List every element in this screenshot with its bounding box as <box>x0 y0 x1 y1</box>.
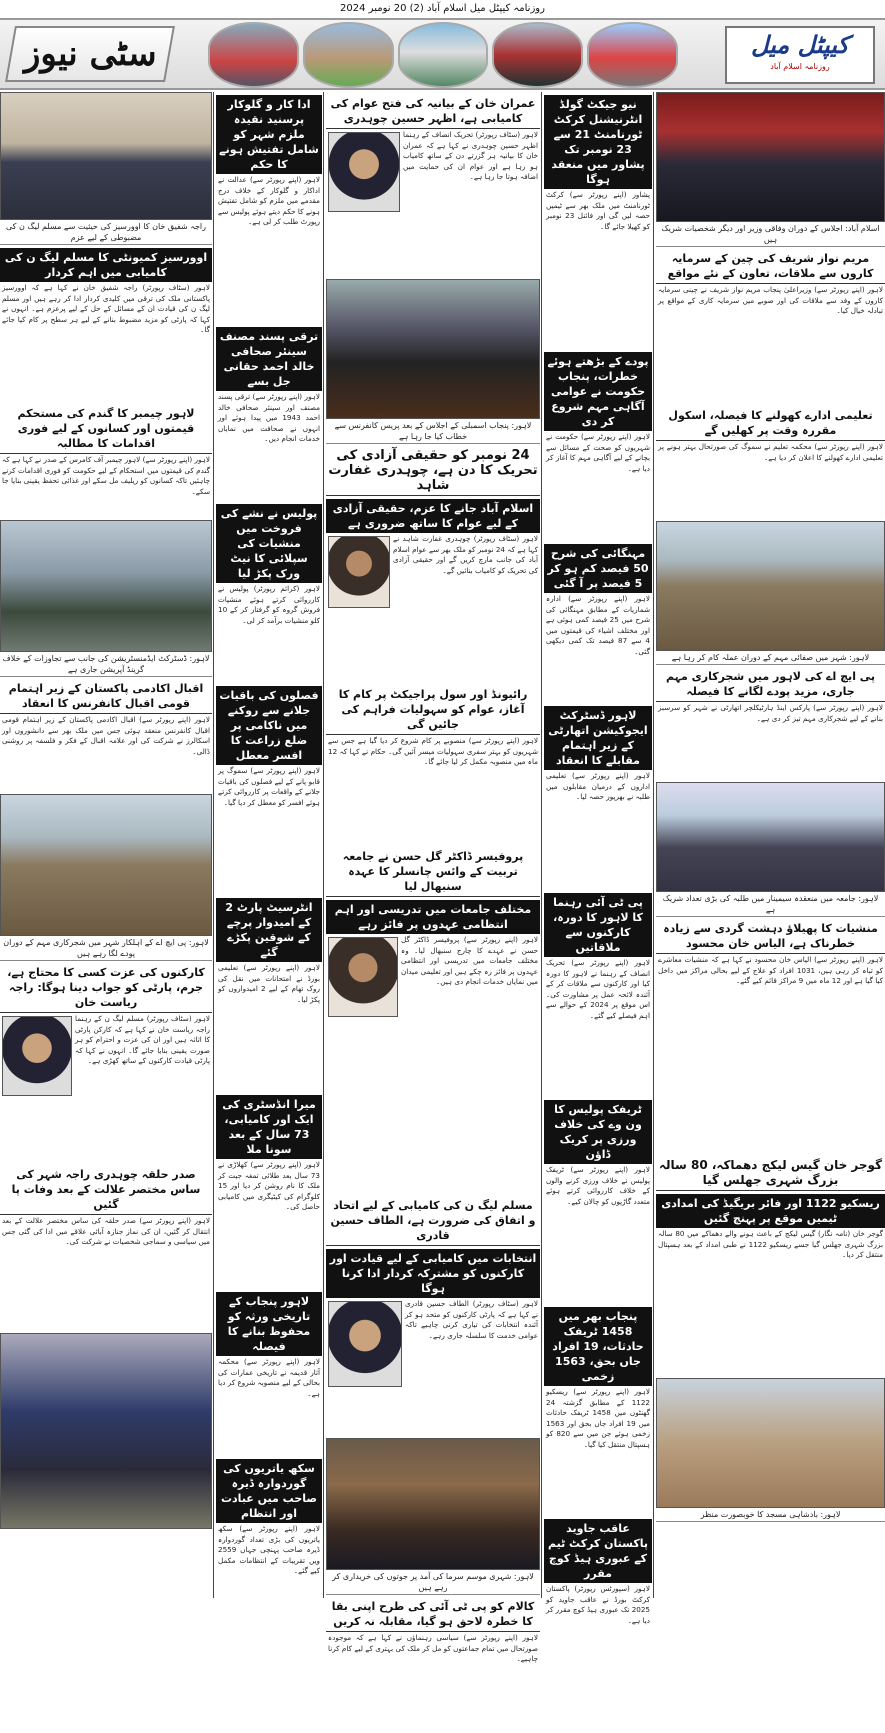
brand-logo <box>725 26 875 84</box>
headline: اقبال اکادمی پاکستان کے زیر اہتمام قومی اقبال کانفرنس کا انعقاد <box>0 679 212 714</box>
headline: پنجاب بھر میں 1458 ٹریفک حادثات، 19 افراد جاں بحق، 1563 زخمی <box>544 1307 652 1386</box>
column-5 <box>656 92 885 1598</box>
article-body: لاہور (اپنے رپورٹر سے) ریسکیو 1122 کے مطابق گزشتہ 24 گھنٹوں میں 1458 ٹریفک حادثات میں 19 افراد جاں بحق اور 1563 زخمی ہوئے جن میں سے 820 کو ہسپتال منتقل کیا گیا۔ <box>546 1387 650 1449</box>
news-photo <box>656 782 885 892</box>
headline: عمران خان کے بیانیہ کی فتح عوام کی کامیابی ہے، اظہر حسین چوہدری <box>326 94 540 129</box>
article-text: لاہور (سٹاف رپورٹر) مسلم لیگ ن کے رہنما راجہ ریاست خان نے کہا ہے کہ کارکن پارٹی کا اثاثہ ہیں اور ان کی عزت و احترام کو ہر صورت یقینی بنایا جائے گا۔ انہوں نے کہا کہ پارٹی قیادت کارکنوں کے ساتھ کھڑی ہے۔ <box>75 1014 210 1065</box>
article-body: لاہور (اپنے رپورٹر سے) اقبال اکادمی پاکستان کے زیر اہتمام قومی اقبال کانفرنس منعقد ہوئی جس میں ملک بھر سے دانشوروں اور اسکالرز نے شرکت کی اور علامہ اقبال کے فکر و فلسفہ پر روشنی ڈالی۔ <box>2 715 210 756</box>
headline: پی ٹی آئی رہنما کا لاہور کا دورہ، کارکنوں سے ملاقاتیں <box>544 893 652 957</box>
headline: نیو جیکٹ گولڈ انٹرنیشنل کرکٹ ٹورنامنٹ 21 سے 23 نومبر تک پشاور میں منعقد ہوگا <box>544 95 652 189</box>
masthead-thumb <box>398 22 489 88</box>
headline: لاہور ڈسٹرکٹ ایجوکیشن اتھارٹی کے زیر اہتمام مقابلے کا انعقاد <box>544 706 652 770</box>
article-body <box>326 533 540 683</box>
article-body: لاہور (اپنے رپورٹر سے) صدر حلقہ کی ساس مختصر علالت کے بعد انتقال کر گئیں، ان کی نماز جنازہ آبائی علاقے میں ادا کی گئی جس میں سیاسی و سماجی شخصیات نے شرکت کی۔ <box>2 1216 210 1246</box>
headline: سکھ یاتریوں کی گوردوارہ ڈیرہ صاحب میں عبادت اور انتظام <box>216 1459 322 1523</box>
headline: لاہور پنجاب کے تاریخی ورثہ کو محفوظ بنانے کا فیصلہ <box>216 1292 322 1356</box>
headline: انٹرسیٹ پارٹ 2 کے امیدوار پرچے کے شوقین پکڑے گئے <box>216 898 322 962</box>
headline: پی ایچ اے کی لاہور میں شجرکاری مہم جاری، مزید پودے لگانے کا فیصلہ <box>656 667 885 702</box>
headline: رائیونڈ اور سول پراجیکٹ پر کام کا آغاز، عوام کو سہولیات فراہم کی جائیں گی <box>326 685 540 735</box>
article-body: لاہور (اپنے رپورٹر سے) محکمہ تعلیم نے سموگ کی صورتحال بہتر ہونے پر تعلیمی ادارے کھولنے کا اعلان کر دیا ہے۔ <box>658 442 883 462</box>
article-text: لاہور (اپنے رپورٹر سے) پروفیسر ڈاکٹر گل حسن نے عہدے کا چارج سنبھال لیا۔ وہ مختلف جامعات میں تدریسی اور انتظامی عہدوں پر فائز رہ چکے ہیں اور تعلیمی میدان میں نمایاں خدمات انجام دی ہیں۔ <box>401 935 538 986</box>
sub-headline: مختلف جامعات میں تدریسی اور اہم انتظامی عہدوں پر فائز رہے <box>326 900 540 934</box>
photo-caption: لاہور: شہری موسم سرما کی آمد پر جوتوں کی خریداری کر رہے ہیں <box>326 1570 540 1595</box>
article-body: لاہور (اپنے رپورٹر سے) تعلیمی اداروں کے درمیان مقابلوں میں طلبہ نے بھرپور حصہ لیا۔ <box>546 771 650 801</box>
photo-caption: لاہور: پی ایچ اے کے اہلکار شہر میں شجرکاری مہم کے دوران پودے لگا رہے ہیں <box>0 936 212 961</box>
sub-headline: ریسکیو 1122 اور فائر بریگیڈ کی امدادی ٹیمیں موقع پر پہنچ گئیں <box>656 1194 885 1228</box>
headline: فصلوں کی باقیات جلانے سے روکنے میں ناکامی پر ضلع زراعت کا افسر معطل <box>216 686 322 765</box>
article-text: لاہور (سٹاف رپورٹر) چوہدری غفارت شاہد نے کہا ہے کہ 24 نومبر کو ملک بھر سے عوام اسلام آباد کی جانب مارچ کریں گے اور حقیقی آزادی کی تحریک کو کامیاب بنائیں گے۔ <box>393 534 539 575</box>
article-body: لاہور (اپنے رپورٹر سے) ادارہ شماریات کے مطابق مہنگائی کی شرح میں 25 فیصد کمی ہوئی ہے اور مختلف اشیاء کی قیمتوں میں 4 سے 87 فیصد تک کمی دیکھی گئی۔ <box>546 594 650 656</box>
photo-caption: اسلام آباد: اجلاس کے دوران وفاقی وزیر اور دیگر شخصیات شریک ہیں <box>656 222 885 247</box>
photo-caption: لاہور: ڈسٹرکٹ ایڈمنسٹریشن کی جانب سے تجاوزات کے خلاف گرینڈ آپریشن جاری ہے <box>0 652 212 677</box>
article-body <box>326 129 540 279</box>
sub-headline: انتخابات میں کامیابی کے لیے قیادت اور کارکنوں کو مشترکہ کردار ادا کرنا ہوگا <box>326 1249 540 1298</box>
news-photo <box>0 92 212 220</box>
photo-caption: لاہور: جامعہ میں منعقدہ سیمینار میں طلبہ کی بڑی تعداد شریک ہے <box>656 892 885 917</box>
article-text: لاہور (سٹاف رپورٹر) الطاف حسین قادری نے کہا ہے کہ پارٹی کارکنوں کو متحد ہو کر آئندہ انتخابات کی تیاری کرنی چاہیے تاکہ عوامی خدمت کا سلسلہ جاری رہے۔ <box>405 1299 538 1340</box>
article-body: لاہور (اپنے رپورٹر سے) الیاس خان محسود نے کہا ہے کہ منشیات معاشرے کو تباہ کر رہی ہیں، 1031 افراد کو علاج کے لیے بحالی مراکز میں داخل کیا گیا ہے اور 12 ماہ میں 9 مراکز قائم کیے گئے۔ <box>658 955 883 985</box>
brand-subtitle: روزنامہ اسلام آباد <box>770 62 830 71</box>
article-body: لاہور (اپنے رپورٹر سے) حکومت نے شہریوں کو صحت کے مسائل سے بچانے کے لیے آگاہی مہم کا آغاز کر دیا ہے۔ <box>546 432 650 473</box>
headline: مہنگائی کی شرح 50 فیصد کم ہو کر 5 فیصد پر آ گئی <box>544 544 652 593</box>
column-2 <box>216 92 322 1598</box>
masthead <box>0 18 885 90</box>
article-body: لاہور (اپنے رپورٹر سے) وزیراعلیٰ پنجاب مریم نواز شریف نے چینی سرمایہ کاروں کے وفد سے ملاقات کی اور صوبے میں سرمایہ کاری کے مواقع پر تبادلہ خیال کیا۔ <box>658 285 883 315</box>
article-body: لاہور (اپنے رپورٹر سے) پارکس اینڈ ہارٹیکلچر اتھارٹی نے شہر کو سرسبز بنانے کے لیے شجرکاری مہم تیز کر دی ہے۔ <box>658 703 883 723</box>
news-photo <box>656 521 885 651</box>
headline: میرا انڈسٹری کی ایک اور کامیابی، 73 سال کے بعد سونا ملا <box>216 1095 322 1159</box>
headline: پروفیسر ڈاکٹر گل حسن نے جامعہ تربیت کے وائس چانسلر کا عہدہ سنبھال لیا <box>326 847 540 897</box>
headline: پودے کے بڑھتے ہوئے خطرات، پنجاب حکومت نے عوامی آگاہی مہم شروع کر دی <box>544 352 652 431</box>
brand-name: کیپٹل میل <box>751 30 849 59</box>
column-1 <box>0 92 212 1598</box>
article-body: لاہور (سپورٹس رپورٹر) پاکستان کرکٹ بورڈ نے عاقب جاوید کو 2025 تک عبوری ہیڈ کوچ مقرر کر دیا ہے۔ <box>546 1584 650 1625</box>
masthead-thumb <box>303 22 394 88</box>
article-body: لاہور (سٹاف رپورٹر) راجہ شفیق خان نے کہا ہے کہ اوورسیز پاکستانی ملک کی ترقی میں کلیدی کردار ادا کر رہے ہیں اور مسلم لیگ ن کی قیادت ان کے مسائل کے حل کے لیے پرعزم ہے۔ انہوں نے کہا کہ پارٹی کو مزید مضبوط بنانے کے لیے ہر سطح پر کام کیا جائے گا۔ <box>2 283 210 334</box>
article-body <box>0 1013 212 1163</box>
news-photo <box>0 1333 212 1529</box>
dateline: روزنامہ کیپٹل میل اسلام آباد (2) 20 نومبر 2024 <box>340 3 545 14</box>
article-body: لاہور (اپنے رپورٹر سے) کھلاڑی نے 73 سال بعد طلائی تمغہ جیت کر ملک کا نام روشن کر دیا اور 15 کلوگرام کی کیٹیگری میں کامیابی حاصل کی۔ <box>218 1160 320 1211</box>
headline: گوجر خان گیس لیکج دھماکہ، 80 سالہ بزرگ شہری جھلس گیا <box>656 1156 885 1191</box>
headline: ترقی پسند مصنف سینئر صحافی خالد احمد حقانی جل بسے <box>216 327 322 391</box>
sub-headline: اسلام آباد جانے کا عزم، حقیقی آزادی کے لیے عوام کا ساتھ ضروری ہے <box>326 499 540 533</box>
news-photo <box>656 1378 885 1508</box>
article-body: پشاور (اپنے رپورٹر سے) کرکٹ ٹورنامنٹ میں ملک بھر سے ٹیمیں حصہ لیں گی اور فائنل 23 نومبر کو کھیلا جائے گا۔ <box>546 190 650 231</box>
headline: پولیس نے نشے کی فروخت میں منشیات کی سپلائی کا نیٹ ورک پکڑ لیا <box>216 504 322 583</box>
headline: تعلیمی ادارے کھولنے کا فیصلہ، اسکول مقررہ وقت پر کھلیں گے <box>656 406 885 441</box>
headline: ٹریفک پولیس کا ون وے کی خلاف ورزی پر کریک ڈاؤن <box>544 1100 652 1164</box>
article-body: لاہور (اپنے رپورٹر سے) منصوبے پر کام شروع کر دیا گیا ہے جس سے شہریوں کو بہتر سفری سہولیات میسر آئیں گی۔ حکام نے کہا کہ 12 ماہ میں منصوبہ مکمل کر لیا جائے گا۔ <box>328 736 538 766</box>
article-body: لاہور (اپنے رپورٹر سے) تحریک انصاف کے رہنما نے لاہور کا دورہ کیا اور کارکنوں سے ملاقات کر کے آئندہ لائحہ عمل پر مشاورت کی۔ اس موقع پر 2024 کے حوالے سے اہم فیصلے کیے گئے۔ <box>546 958 650 1020</box>
article-body: لاہور (کرائم رپورٹر) پولیس نے کارروائی کرتے ہوئے منشیات فروش گروہ کو گرفتار کر کے 10 کلو منشیات برآمد کر لی۔ <box>218 584 320 625</box>
news-photo <box>656 92 885 222</box>
section-title-banner <box>5 26 175 82</box>
masthead-thumb <box>208 22 299 88</box>
photo-caption: لاہور: پنجاب اسمبلی کے اجلاس کے بعد پریس کانفرنس سے خطاب کیا جا رہا ہے <box>326 419 540 444</box>
article-body: لاہور (اپنے رپورٹر سے) محکمہ آثار قدیمہ نے تاریخی عمارات کی بحالی کے لیے منصوبہ شروع کر دیا ہے۔ <box>218 1357 320 1398</box>
article-body: لاہور (اپنے رپورٹر سے) تعلیمی بورڈ نے امتحانات میں نقل کی روک تھام کے لیے 2 امیدواروں کو پکڑ لیا۔ <box>218 963 321 1004</box>
article-text: لاہور (سٹاف رپورٹر) تحریک انصاف کے رہنما اظہر حسین چوہدری نے کہا ہے کہ عمران خان کا بیانیہ ہر گزرتے دن کے ساتھ کامیاب ہو رہا ہے اور عوام ان کی حمایت میں اضافہ ہوتا جا رہا ہے۔ <box>403 130 538 181</box>
headline: کارکنوں کی عزت کسی کا محتاج ہے، جرم، پارٹی کو جواب دینا ہوگا: راجہ ریاست خان <box>0 963 212 1013</box>
headline: اوورسیز کمیونٹی کا مسلم لیگ ن کی کامیابی میں اہم کردار <box>0 248 212 282</box>
section-title: سٹی نیوز <box>23 34 157 74</box>
news-photo <box>326 279 540 419</box>
column-3 <box>326 92 540 1663</box>
news-photo <box>0 794 212 936</box>
portrait-photo <box>328 132 400 212</box>
article-body: لاہور (اپنے رپورٹر سے) سکھ یاتریوں کی بڑی تعداد گوردوارہ ڈیرہ صاحب پہنچی جہاں 2559 ویں تقریبات کے انتظامات مکمل کیے گئے۔ <box>218 1524 320 1575</box>
photo-caption: لاہور: بادشاہی مسجد کا خوبصورت منظر <box>656 1508 885 1522</box>
headline: عاقب جاوید پاکستان کرکٹ ٹیم کے عبوری ہیڈ کوچ مقرر <box>544 1519 652 1583</box>
photo-caption: لاہور: شہر میں صفائی مہم کے دوران عملہ کام کر رہا ہے <box>656 651 885 665</box>
headline: 24 نومبر کو حقیقی آزادی کی تحریک کا دن ہے، چوہدری غفارت شاہد <box>326 446 540 496</box>
portrait-photo <box>328 937 398 1017</box>
masthead-thumb <box>492 22 583 88</box>
article-body: لاہور (اپنے رپورٹر سے) ترقی پسند مصنف اور سینئر صحافی خالد احمد 1943 میں پیدا ہوئے اور انہوں نے صحافت میں نمایاں خدمات انجام دیں۔ <box>218 392 320 443</box>
headline: صدر حلقہ چوہدری راجہ شہر کی ساس مختصر علالت کے بعد وفات پا گئیں <box>0 1165 212 1215</box>
headline: کالام کو پی ٹی آئی کی طرح اپنی بقا کا خطرہ لاحق ہو گیا، مقابلہ نہ کریں <box>326 1597 540 1632</box>
photo-caption: راجہ شفیق خان کا اوورسیز کی حیثیت سے مسلم لیگ ن کی مضبوطی کے لیے عزم <box>0 220 212 245</box>
headline: منشیات کا پھیلاؤ دہشت گردی سے زیادہ خطرناک ہے، الیاس خان محسود <box>656 919 885 954</box>
headline: لاہور چیمبر کا گندم کی مستحکم قیمتوں اور کسانوں کے لیے فوری اقدامات کا مطالبہ <box>0 404 212 454</box>
article-body: لاہور (اپنے رپورٹر سے) لاہور چیمبر آف کامرس کے صدر نے کہا ہے کہ گندم کی قیمتوں میں استحکام کے لیے حکومت کو فوری اقدامات کرنے چاہئیں تاکہ کسانوں کو ریلیف مل سکے اور غذائی تحفظ یقینی بنایا جا سکے۔ <box>2 455 210 496</box>
portrait-photo <box>328 1301 402 1387</box>
masthead-photo-strip <box>208 22 678 88</box>
article-body: لاہور (اپنے رپورٹر سے) عدالت نے اداکار و گلوکار کے خلاف درج مقدمے میں ملزم کو شامل تفتیش ہونے کا حکم دیتے ہوئے پولیس سے رپورٹ طلب کر لی ہے۔ <box>218 175 320 226</box>
portrait-photo <box>2 1016 72 1096</box>
headline: مریم نواز شریف کی چین کے سرمایہ کاروں سے ملاقات، تعاون کے نئے مواقع <box>656 249 885 284</box>
article-body <box>326 934 540 1194</box>
article-body: لاہور (اپنے رپورٹر سے) سموگ پر قابو پانے کے لیے فصلوں کی باقیات جلانے کے واقعات پر کارروائی کرتے ہوئے افسر کو معطل کر دیا گیا۔ <box>218 766 320 807</box>
portrait-photo <box>328 536 390 608</box>
news-photo <box>326 1438 540 1570</box>
headline: مسلم لیگ ن کی کامیابی کے لیے اتحاد و اتفاق کی ضرورت ہے، الطاف حسین قادری <box>326 1196 540 1246</box>
headline: ادا کار و گلوکار پرسنید نقیدہ ملزم شہر کو شامل تفتیش ہونے کا حکم <box>216 95 322 174</box>
article-body <box>326 1298 540 1438</box>
article-body: لاہور (اپنے رپورٹر سے) سیاسی رہنماؤں نے کہا ہے کہ موجودہ صورتحال میں تمام جماعتوں کو مل کر ملک کی بہتری کے لیے کام کرنا چاہیے۔ <box>328 1633 538 1663</box>
news-photo <box>0 520 212 652</box>
masthead-thumb <box>587 22 678 88</box>
column-4 <box>544 92 652 1625</box>
article-body: لاہور (اپنے رپورٹر سے) ٹریفک پولیس نے خلاف ورزی کرنے والوں کے خلاف کارروائی کرتے ہوئے متعدد گاڑیوں کو چالان کیے۔ <box>546 1165 650 1206</box>
article-body: گوجر خان (نامہ نگار) گیس لیکج کے باعث ہونے والے دھماکے میں 80 سالہ بزرگ شہری جھلس گیا جسے ریسکیو 1122 نے طبی امداد کے بعد ہسپتال منتقل کر دیا۔ <box>658 1229 884 1259</box>
